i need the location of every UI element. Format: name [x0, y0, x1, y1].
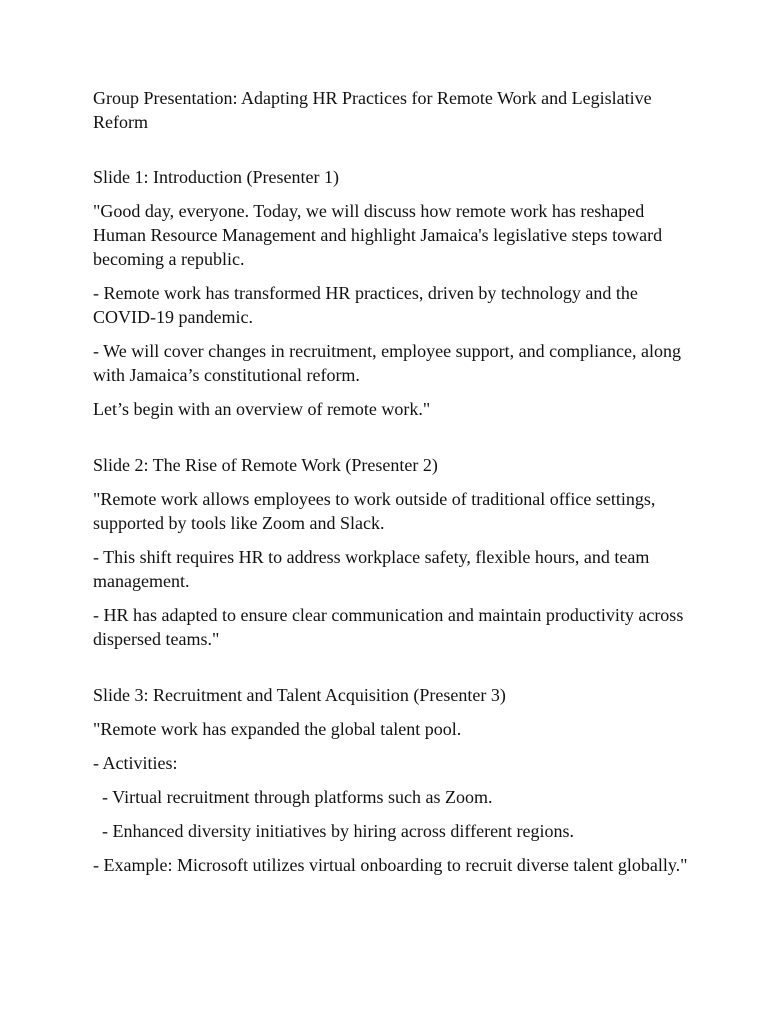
- slide-2-paragraph-2: - This shift requires HR to address workplace safety, flexible hours, and team management.: [93, 547, 650, 591]
- slide-2-paragraph-3: - HR has adapted to ensure clear communication and maintain productivity across dispersed teams.": [93, 605, 684, 649]
- document-title: Group Presentation: Adapting HR Practices for Remote Work and Legislative Reform: [93, 88, 652, 132]
- slide-1-section: [93, 165, 693, 421]
- slide-2-paragraph-1: "Remote work allows employees to work outside of traditional office settings, supported by tools like Zoom and Slack.: [93, 489, 656, 533]
- slide-3-sub-bullet-2: - Enhanced diversity initiatives by hiring across different regions.: [102, 821, 575, 841]
- slide-1-heading: Slide 1: Introduction (Presenter 1): [93, 167, 339, 187]
- slide-3-heading: Slide 3: Recruitment and Talent Acquisition (Presenter 3): [93, 685, 506, 705]
- slide-1-paragraph-1: "Good day, everyone. Today, we will discuss how remote work has reshaped Human Resource Management and highlight Jamaica's legislative steps toward becoming a republic.: [93, 201, 663, 269]
- slide-3-section: [93, 683, 693, 877]
- slide-1-paragraph-4: Let’s begin with an overview of remote work.": [93, 399, 431, 419]
- slide-1-paragraph-2: - Remote work has transformed HR practices, driven by technology and the COVID-19 pandemic.: [93, 283, 638, 327]
- slide-3-paragraph-2: - Activities:: [93, 753, 178, 773]
- slide-2-heading: Slide 2: The Rise of Remote Work (Presenter 2): [93, 455, 438, 475]
- slide-3-paragraph-5: - Example: Microsoft utilizes virtual onboarding to recruit diverse talent globally.": [93, 855, 688, 875]
- document-page: [93, 86, 693, 909]
- slide-3-sub-bullet-1: - Virtual recruitment through platforms such as Zoom.: [102, 787, 493, 807]
- slide-3-paragraph-1: "Remote work has expanded the global talent pool.: [93, 719, 462, 739]
- slide-1-paragraph-3: - We will cover changes in recruitment, employee support, and compliance, along with Jamaica’s constitutional reform.: [93, 341, 682, 385]
- slide-2-section: [93, 453, 693, 651]
